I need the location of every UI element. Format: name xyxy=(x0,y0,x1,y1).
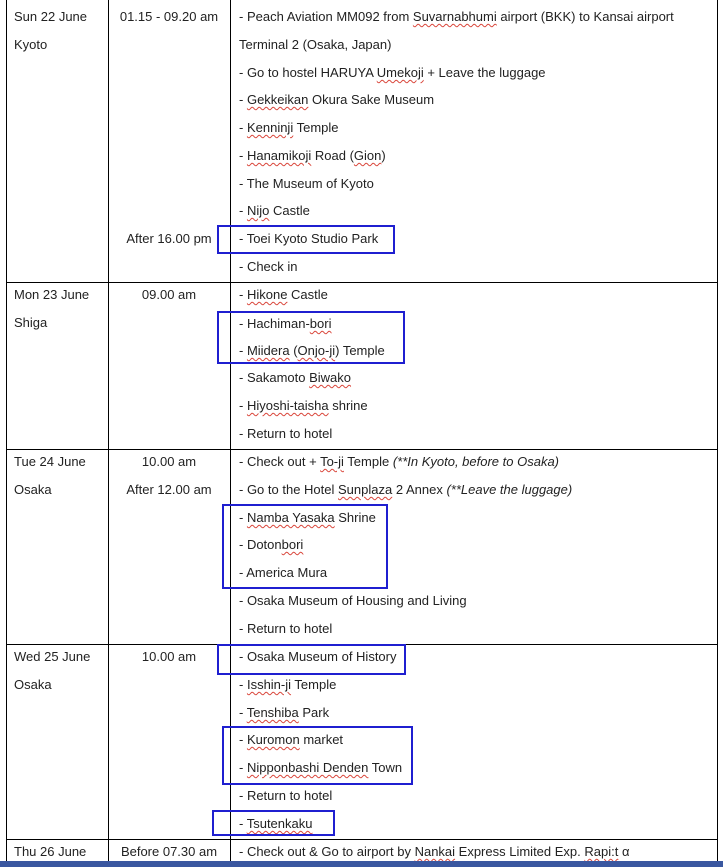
table-border-left xyxy=(6,0,7,862)
activity-note: (**In Kyoto, before to Osaka) xyxy=(392,454,560,469)
activity-item: Terminal 2 (Osaka, Japan) xyxy=(239,37,392,52)
highlight-box xyxy=(217,225,395,254)
day-time: 10.00 am xyxy=(141,454,197,469)
activity-item: - Nijo Castle xyxy=(239,203,310,218)
highlight-box xyxy=(217,644,406,675)
activity-item: - Sakamoto Biwako xyxy=(239,370,352,385)
highlight-box xyxy=(222,504,388,589)
activity-item: - Return to hotel xyxy=(239,621,333,636)
activity-item: - Check in xyxy=(239,259,298,274)
activity-item: - Return to hotel xyxy=(239,788,333,803)
activity-item: - Hachiman-bori xyxy=(239,316,332,331)
activity-item: - Hiyoshi-taisha shrine xyxy=(239,398,368,413)
activity-item: - The Museum of Kyoto xyxy=(239,176,374,191)
row-divider xyxy=(6,282,718,283)
activity-item: - Osaka Museum of History xyxy=(239,649,397,664)
day-place: Osaka xyxy=(14,677,52,692)
activity-item: - Go to hostel HARUYA Umekoji + Leave the luggage xyxy=(239,65,546,80)
table-border-right xyxy=(717,0,718,862)
activity-item: - Tenshiba Park xyxy=(239,705,330,720)
activity-item: - Nipponbashi Denden Town xyxy=(239,760,403,775)
activity-item: - Osaka Museum of Housing and Living xyxy=(239,593,467,608)
activity-item: - Kuromon market xyxy=(239,732,344,747)
row-divider xyxy=(6,839,718,840)
activity-item: - America Mura xyxy=(239,565,328,580)
highlight-box xyxy=(217,311,405,364)
activity-item: - Return to hotel xyxy=(239,426,333,441)
day-date: Sun 22 June xyxy=(14,9,88,24)
day-date: Thu 26 June xyxy=(14,844,87,859)
day-date: Tue 24 June xyxy=(14,454,86,469)
day-time: After 12.00 am xyxy=(126,482,212,497)
day-time: After 16.00 pm xyxy=(126,231,212,246)
activity-item: - Dotonbori xyxy=(239,537,304,552)
activity-item: - Hanamikoji Road (Gion) xyxy=(239,148,386,163)
day-time: 09.00 am xyxy=(141,287,197,302)
window-bottom-edge xyxy=(0,861,723,867)
day-place: Osaka xyxy=(14,482,52,497)
activity-text: - Go to the Hotel Sunplaza 2 Annex xyxy=(239,482,447,497)
day-time: 01.15 - 09.20 am xyxy=(119,9,219,24)
day-place: Kyoto xyxy=(14,37,48,52)
activity-item xyxy=(239,482,572,498)
activity-item: - Namba Yasaka Shrine xyxy=(239,510,376,525)
activity-item: - Isshin-ji Temple xyxy=(239,677,337,692)
activity-item: - Peach Aviation MM092 from Suvarnabhumi airport (BKK) to Kansai airport xyxy=(239,9,674,24)
day-place: Shiga xyxy=(14,315,48,330)
activity-item: - Kenninji Temple xyxy=(239,120,339,135)
activity-item xyxy=(239,454,559,470)
table-divider-date-time xyxy=(108,0,109,862)
activity-item: - Miidera (Onjo-ji) Temple xyxy=(239,343,385,358)
activity-note: (**Leave the luggage) xyxy=(446,482,573,497)
day-time: 10.00 am xyxy=(141,649,197,664)
activity-item: - Gekkeikan Okura Sake Museum xyxy=(239,92,435,107)
activity-text: - Check out + To-ji Temple xyxy=(239,454,393,469)
activity-item: - Hikone Castle xyxy=(239,287,328,302)
activity-item: - Tsutenkaku xyxy=(239,816,313,831)
day-date: Mon 23 June xyxy=(14,287,90,302)
highlight-box xyxy=(222,726,413,785)
activity-item: - Check out & Go to airport by Nankai Express Limited Exp. Rapi:t α xyxy=(239,844,630,859)
activity-item: - Toei Kyoto Studio Park xyxy=(239,231,379,246)
highlight-box xyxy=(212,810,335,836)
day-date: Wed 25 June xyxy=(14,649,91,664)
row-divider xyxy=(6,449,718,450)
day-time: Before 07.30 am xyxy=(120,844,218,859)
